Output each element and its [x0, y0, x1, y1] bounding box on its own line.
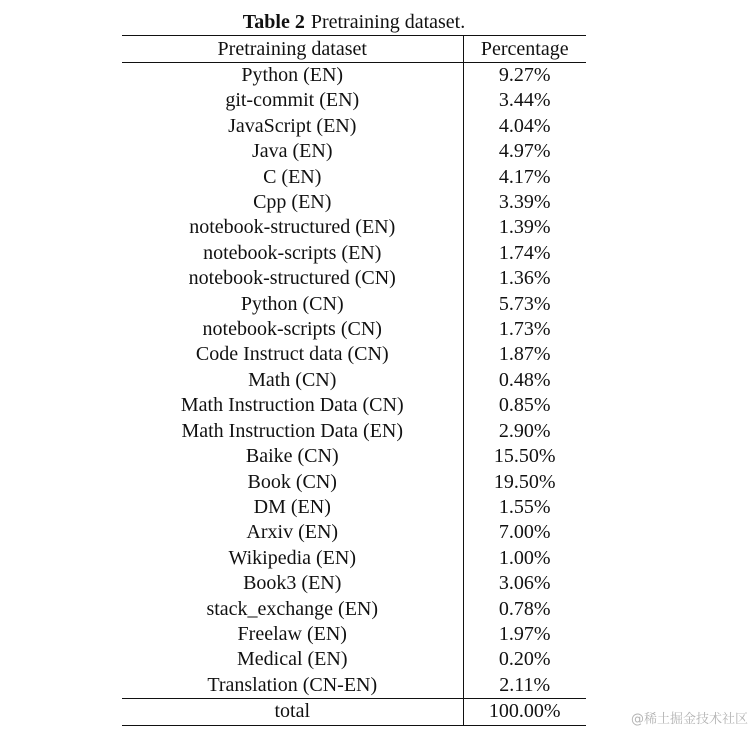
percentage-cell: 3.39%	[498, 191, 551, 214]
dataset-cell: notebook-scripts (EN)	[122, 241, 463, 266]
dataset-cell: Baike (CN)	[122, 444, 463, 469]
table-caption	[0, 8, 708, 36]
dataset-cell: notebook-structured (EN)	[122, 215, 463, 240]
table-row	[122, 673, 586, 699]
percentage-cell: 9.27%	[498, 64, 551, 86]
table-container	[122, 35, 586, 726]
percentage-cell: 3.06%	[498, 572, 551, 595]
table-row	[122, 444, 586, 469]
table-row	[122, 139, 586, 164]
percentage-cell: 1.36%	[498, 267, 551, 290]
percentage-cell: 2.90%	[498, 419, 551, 442]
dataset-cell: Wikipedia (EN)	[122, 546, 463, 571]
table-row	[122, 647, 586, 672]
percentage-cell: 15.50%	[493, 445, 556, 468]
table-row	[122, 368, 586, 393]
dataset-cell: Math Instruction Data (CN)	[122, 393, 463, 418]
caption-label: Table 2	[242, 11, 305, 33]
percentage-cell: 1.73%	[498, 318, 551, 341]
percentage-cell: 1.87%	[498, 343, 551, 366]
table-row	[122, 571, 586, 596]
table-row	[122, 215, 586, 240]
total-percentage-cell: 100.00%	[488, 700, 561, 723]
dataset-cell: Math Instruction Data (EN)	[122, 419, 463, 444]
table-row	[122, 342, 586, 367]
dataset-cell: Freelaw (EN)	[122, 622, 463, 647]
table-header-row	[122, 36, 586, 63]
table-row	[122, 114, 586, 139]
table-row	[122, 495, 586, 520]
table-row	[122, 622, 586, 647]
percentage-cell: 4.97%	[498, 140, 551, 163]
table-body	[122, 63, 586, 726]
table-row	[122, 597, 586, 622]
dataset-cell: DM (EN)	[122, 495, 463, 520]
percentage-cell: 1.55%	[498, 495, 551, 518]
dataset-cell: JavaScript (EN)	[122, 114, 463, 139]
caption-text: Pretraining dataset.	[310, 11, 466, 33]
dataset-cell: Translation (CN-EN)	[122, 673, 463, 699]
percentage-cell: 1.97%	[498, 622, 551, 645]
table-row	[122, 393, 586, 418]
total-row	[122, 699, 586, 725]
dataset-cell: notebook-structured (CN)	[122, 266, 463, 291]
dataset-cell: Medical (EN)	[122, 647, 463, 672]
header-percentage: Percentage	[480, 38, 569, 60]
percentage-cell: 2.11%	[499, 673, 551, 696]
table-row	[122, 317, 586, 342]
percentage-cell: 0.78%	[498, 597, 551, 620]
percentage-cell: 4.04%	[498, 114, 551, 137]
dataset-cell: Cpp (EN)	[122, 190, 463, 215]
percentage-cell: 1.74%	[498, 241, 551, 264]
header-dataset: Pretraining dataset	[122, 36, 463, 63]
table-row	[122, 520, 586, 545]
dataset-cell: Book3 (EN)	[122, 571, 463, 596]
dataset-cell: Java (EN)	[122, 139, 463, 164]
dataset-cell: Python (CN)	[122, 292, 463, 317]
percentage-cell: 0.48%	[498, 368, 551, 391]
percentage-cell: 19.50%	[493, 470, 556, 493]
table-row	[122, 165, 586, 190]
percentage-cell: 0.20%	[498, 648, 551, 671]
total-label-cell: total	[122, 699, 463, 725]
dataset-cell: Math (CN)	[122, 368, 463, 393]
dataset-cell: git-commit (EN)	[122, 88, 463, 113]
percentage-cell: 3.44%	[498, 89, 551, 112]
dataset-cell: Book (CN)	[122, 470, 463, 495]
dataset-cell: C (EN)	[122, 165, 463, 190]
dataset-cell: notebook-scripts (CN)	[122, 317, 463, 342]
table-row	[122, 470, 586, 495]
percentage-cell: 1.39%	[498, 216, 551, 239]
dataset-cell: stack_exchange (EN)	[122, 597, 463, 622]
table-row	[122, 241, 586, 266]
percentage-cell: 0.85%	[498, 394, 551, 417]
pretraining-dataset-table	[122, 35, 586, 726]
table-row	[122, 190, 586, 215]
watermark: @稀土掘金技术社区	[630, 712, 748, 727]
table-row	[122, 546, 586, 571]
dataset-cell: Python (EN)	[122, 63, 463, 89]
percentage-cell: 1.00%	[498, 546, 551, 569]
dataset-cell: Code Instruct data (CN)	[122, 342, 463, 367]
table-row	[122, 63, 586, 89]
table-row	[122, 88, 586, 113]
dataset-cell: Arxiv (EN)	[122, 520, 463, 545]
percentage-cell: 4.17%	[498, 165, 551, 188]
table-row	[122, 266, 586, 291]
percentage-cell: 7.00%	[498, 521, 551, 544]
table-row	[122, 292, 586, 317]
percentage-cell: 5.73%	[498, 292, 551, 315]
table-row	[122, 419, 586, 444]
